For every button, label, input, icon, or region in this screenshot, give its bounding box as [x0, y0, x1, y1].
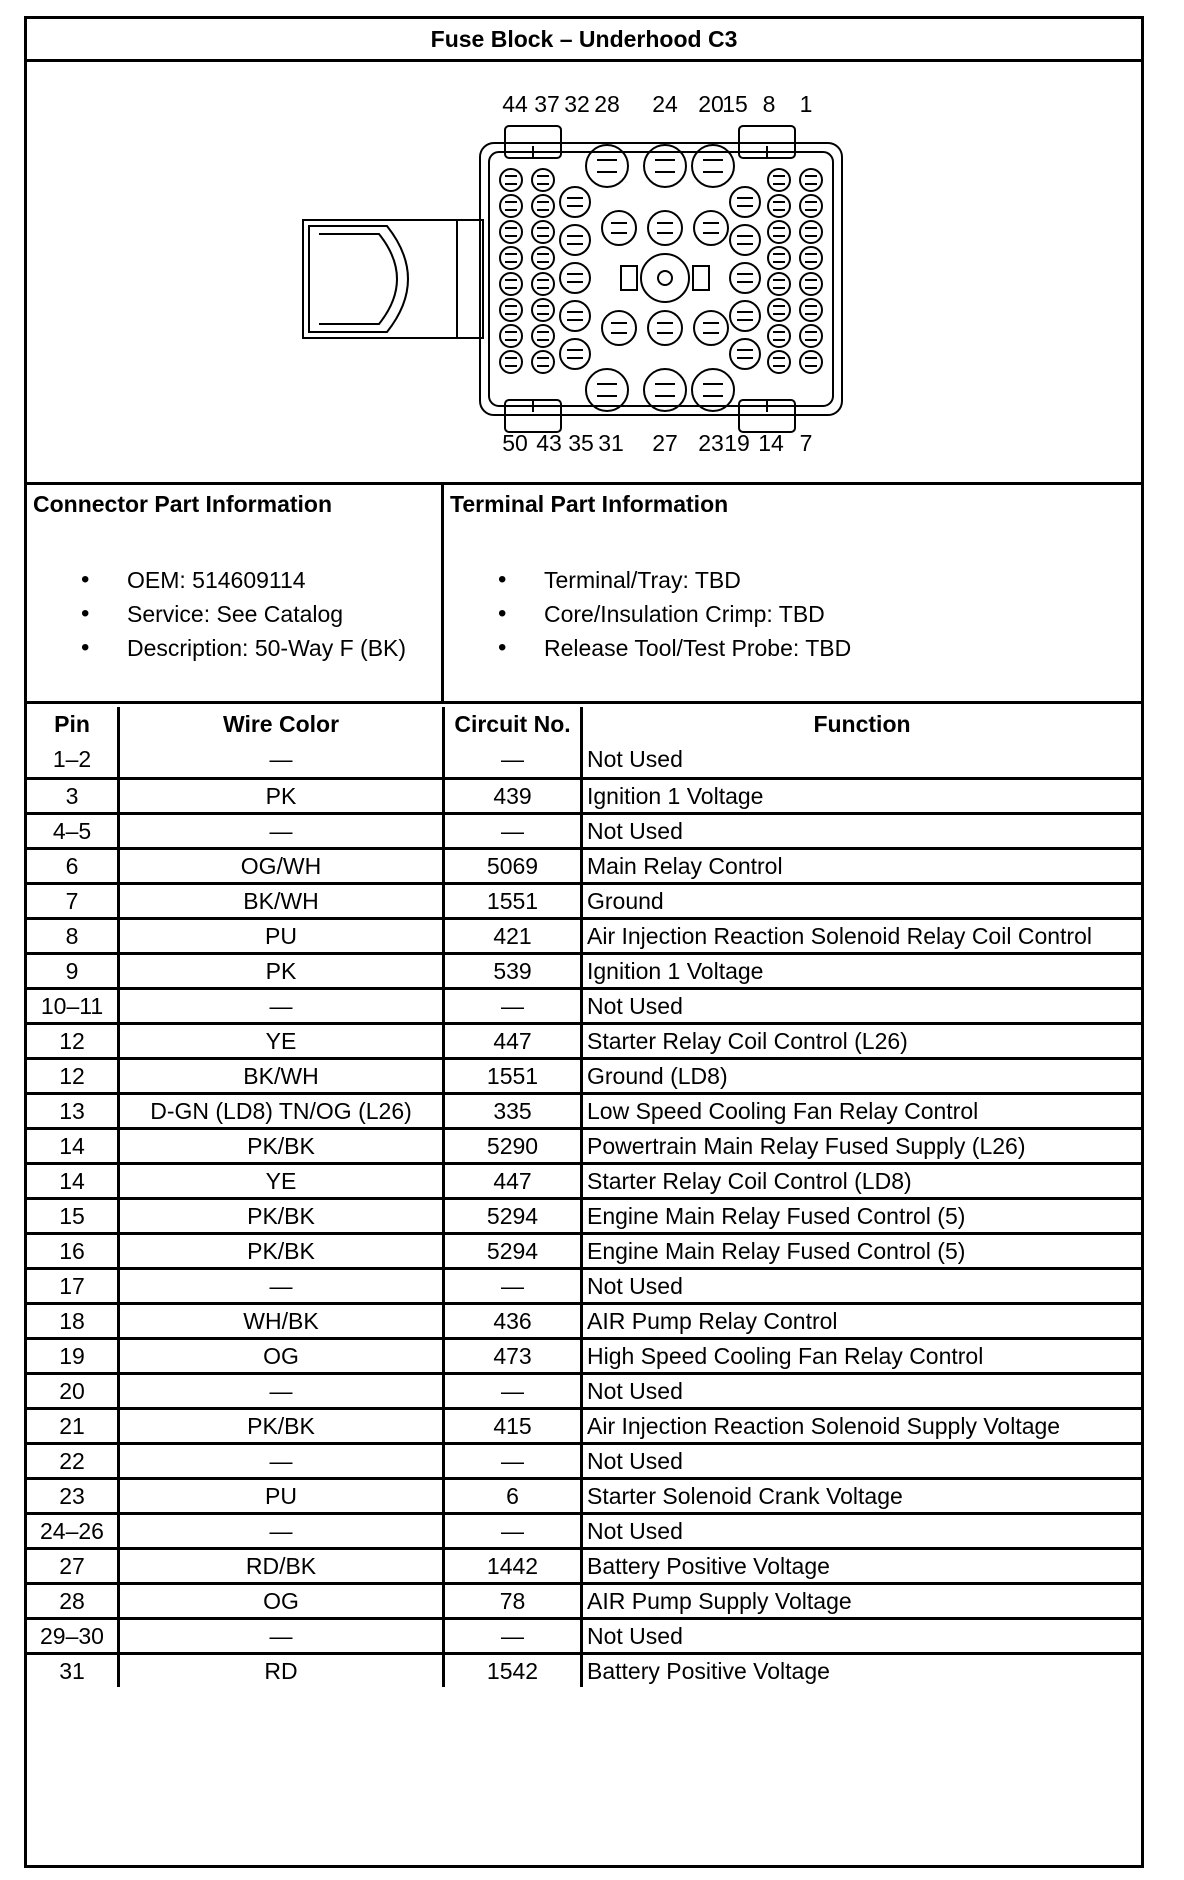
key-slot	[621, 266, 637, 290]
circuit-no-cell: —	[442, 1512, 580, 1547]
pin-cell: 24–26	[27, 1512, 117, 1547]
large-terminal	[692, 369, 734, 411]
center-hole	[658, 271, 672, 285]
connector-info-item: • OEM: 514609114	[27, 563, 406, 597]
wire-color-cell: —	[117, 1372, 442, 1407]
small-terminal	[800, 325, 822, 347]
small-terminal	[500, 169, 522, 191]
table-row	[27, 1407, 1141, 1442]
wire-color-cell: D-GN (LD8) TN/OG (L26)	[117, 1092, 442, 1127]
pin-cell: 12	[27, 1057, 117, 1092]
pin-cell: 18	[27, 1302, 117, 1337]
top-pin-labels	[502, 91, 812, 117]
connector-info-title: Connector Part Information	[33, 491, 333, 517]
pin-cell: 4–5	[27, 812, 117, 847]
small-terminal	[532, 221, 554, 243]
connector-part-info	[27, 485, 444, 701]
pin-cell: 9	[27, 952, 117, 987]
circuit-no-cell: —	[442, 987, 580, 1022]
circuit-no-cell: 1442	[442, 1547, 580, 1582]
circuit-no-cell: 5294	[442, 1197, 580, 1232]
function-cell: Not Used	[580, 987, 1141, 1022]
wire-color-cell: —	[117, 812, 442, 847]
table-row	[27, 1372, 1141, 1407]
table-row	[27, 1337, 1141, 1372]
connector-face-drawing	[27, 62, 1141, 482]
circuit-no-cell: 447	[442, 1162, 580, 1197]
circuit-no-cell: 78	[442, 1582, 580, 1617]
connector-info-list	[27, 563, 406, 665]
circuit-no-cell: 473	[442, 1337, 580, 1372]
circuit-no-cell: 539	[442, 952, 580, 987]
table-row	[27, 742, 1141, 777]
top-pin-label: 32	[564, 91, 590, 117]
table-row	[27, 777, 1141, 812]
bottom-pin-label: 43	[536, 430, 562, 456]
wire-color-cell: PK/BK	[117, 1407, 442, 1442]
connector-body	[303, 126, 842, 432]
pin-cell: 3	[27, 777, 117, 812]
medium-terminal	[560, 263, 590, 293]
page-title: Fuse Block – Underhood C3	[27, 19, 1141, 62]
terminal-info-item: • Release Tool/Test Probe: TBD	[444, 631, 851, 665]
circuit-no-cell: —	[442, 812, 580, 847]
function-cell: Engine Main Relay Fused Control (5)	[580, 1232, 1141, 1267]
small-terminal	[532, 247, 554, 269]
circuit-no-cell: 1551	[442, 882, 580, 917]
function-cell: AIR Pump Relay Control	[580, 1302, 1141, 1337]
mid-terminal	[648, 211, 682, 245]
medium-terminal	[730, 187, 760, 217]
small-terminal	[800, 247, 822, 269]
terminal-info-title: Terminal Part Information	[450, 491, 729, 517]
table-row	[27, 1127, 1141, 1162]
circuit-no-cell: 5290	[442, 1127, 580, 1162]
terminal-info-item: • Terminal/Tray: TBD	[444, 563, 851, 597]
table-row	[27, 987, 1141, 1022]
wire-color-cell: OG/WH	[117, 847, 442, 882]
mid-terminal	[694, 311, 728, 345]
bottom-pin-label: 14	[758, 430, 784, 456]
header-circuit-no: Circuit No.	[442, 707, 580, 742]
function-cell: Not Used	[580, 1372, 1141, 1407]
table-row	[27, 1652, 1141, 1687]
circuit-no-cell: 447	[442, 1022, 580, 1057]
connector-diagram	[27, 62, 1141, 485]
function-cell: Ground (LD8)	[580, 1057, 1141, 1092]
circuit-no-cell: —	[442, 742, 580, 777]
table-row	[27, 1617, 1141, 1652]
small-terminal	[800, 351, 822, 373]
function-cell: AIR Pump Supply Voltage	[580, 1582, 1141, 1617]
small-terminal	[500, 351, 522, 373]
pin-cell: 7	[27, 882, 117, 917]
table-body	[27, 742, 1141, 1687]
pin-cell: 14	[27, 1127, 117, 1162]
small-terminal	[800, 299, 822, 321]
function-cell: Ground	[580, 882, 1141, 917]
wire-color-cell: PK	[117, 777, 442, 812]
table-row	[27, 952, 1141, 987]
pin-cell: 13	[27, 1092, 117, 1127]
top-pin-label: 24	[652, 91, 678, 117]
function-cell: Air Injection Reaction Solenoid Supply Voltage	[580, 1407, 1141, 1442]
pin-cell: 27	[27, 1547, 117, 1582]
function-cell: Not Used	[580, 812, 1141, 847]
function-cell: Powertrain Main Relay Fused Supply (L26)	[580, 1127, 1141, 1162]
small-terminal	[500, 247, 522, 269]
table-row	[27, 1162, 1141, 1197]
bottom-pin-label: 7	[799, 430, 813, 456]
function-cell: Engine Main Relay Fused Control (5)	[580, 1197, 1141, 1232]
pin-cell: 10–11	[27, 987, 117, 1022]
function-cell: Starter Relay Coil Control (L26)	[580, 1022, 1141, 1057]
mid-terminal	[694, 211, 728, 245]
circuit-no-cell: 335	[442, 1092, 580, 1127]
pin-cell: 17	[27, 1267, 117, 1302]
wire-color-cell: —	[117, 742, 442, 777]
medium-terminal	[730, 263, 760, 293]
wire-color-cell: —	[117, 1442, 442, 1477]
header-function: Function	[580, 707, 1141, 742]
function-cell: Starter Solenoid Crank Voltage	[580, 1477, 1141, 1512]
wire-color-cell: OG	[117, 1582, 442, 1617]
top-pin-label: 37	[534, 91, 560, 117]
table-row	[27, 1582, 1141, 1617]
circuit-no-cell: —	[442, 1442, 580, 1477]
small-terminal	[532, 325, 554, 347]
pin-cell: 16	[27, 1232, 117, 1267]
small-terminal	[532, 273, 554, 295]
pin-cell: 6	[27, 847, 117, 882]
function-cell: Not Used	[580, 1617, 1141, 1652]
top-pin-label: 1	[799, 91, 813, 117]
bottom-pin-label: 19	[724, 430, 750, 456]
top-pin-label: 15	[722, 91, 748, 117]
medium-terminal	[560, 301, 590, 331]
terminal-part-info	[444, 485, 1141, 701]
function-cell: Not Used	[580, 1267, 1141, 1302]
function-cell: Not Used	[580, 742, 1141, 777]
wire-color-cell: YE	[117, 1022, 442, 1057]
wire-color-cell: —	[117, 1617, 442, 1652]
top-pin-label: 8	[762, 91, 776, 117]
circuit-no-cell: 436	[442, 1302, 580, 1337]
medium-terminal	[560, 225, 590, 255]
top-pin-label: 28	[594, 91, 620, 117]
header-pin: Pin	[54, 711, 90, 737]
center-post	[641, 254, 689, 302]
table-row	[27, 1302, 1141, 1337]
small-terminal	[768, 299, 790, 321]
function-cell: Ignition 1 Voltage	[580, 952, 1141, 987]
table-row	[27, 1512, 1141, 1547]
table-row	[27, 847, 1141, 882]
wire-color-cell: BK/WH	[117, 882, 442, 917]
medium-terminal	[560, 187, 590, 217]
function-cell: Low Speed Cooling Fan Relay Control	[580, 1092, 1141, 1127]
mid-terminal	[602, 211, 636, 245]
small-terminal	[768, 273, 790, 295]
small-terminal	[500, 195, 522, 217]
table-header-row	[27, 707, 1141, 742]
medium-terminal	[730, 225, 760, 255]
key-slot	[693, 266, 709, 290]
table-row	[27, 917, 1141, 952]
small-terminal	[532, 351, 554, 373]
small-terminal	[800, 221, 822, 243]
table-row	[27, 1267, 1141, 1302]
function-cell: Starter Relay Coil Control (LD8)	[580, 1162, 1141, 1197]
bottom-pin-label: 31	[598, 430, 624, 456]
small-terminal	[768, 169, 790, 191]
function-cell: High Speed Cooling Fan Relay Control	[580, 1337, 1141, 1372]
small-terminal	[768, 195, 790, 217]
medium-terminal	[730, 301, 760, 331]
top-pin-label: 44	[502, 91, 528, 117]
wire-color-cell: WH/BK	[117, 1302, 442, 1337]
large-terminal	[644, 369, 686, 411]
wire-color-cell: —	[117, 987, 442, 1022]
mid-terminal	[648, 311, 682, 345]
bottom-pin-labels	[502, 430, 812, 456]
pin-cell: 20	[27, 1372, 117, 1407]
function-cell: Air Injection Reaction Solenoid Relay Coil Control	[580, 917, 1141, 952]
pin-cell: 31	[27, 1652, 117, 1687]
small-terminal	[500, 299, 522, 321]
pin-cell: 19	[27, 1337, 117, 1372]
table-row	[27, 1022, 1141, 1057]
circuit-no-cell: 1551	[442, 1057, 580, 1092]
circuit-no-cell: 1542	[442, 1652, 580, 1687]
header-wire-color: Wire Color	[117, 707, 442, 742]
function-cell: Main Relay Control	[580, 847, 1141, 882]
part-information	[27, 485, 1141, 704]
function-cell: Ignition 1 Voltage	[580, 777, 1141, 812]
pin-cell: 23	[27, 1477, 117, 1512]
table-row	[27, 1232, 1141, 1267]
small-terminal	[532, 195, 554, 217]
lever-curve	[309, 226, 408, 332]
bottom-pin-label: 35	[568, 430, 594, 456]
small-terminal	[500, 325, 522, 347]
circuit-no-cell: 6	[442, 1477, 580, 1512]
small-terminal	[500, 221, 522, 243]
small-terminal	[800, 169, 822, 191]
table-row	[27, 1057, 1141, 1092]
medium-terminal	[560, 339, 590, 369]
small-terminal	[532, 299, 554, 321]
function-cell: Battery Positive Voltage	[580, 1547, 1141, 1582]
wire-color-cell: PU	[117, 1477, 442, 1512]
pin-cell: 29–30	[27, 1617, 117, 1652]
function-cell: Not Used	[580, 1512, 1141, 1547]
pin-cell: 12	[27, 1022, 117, 1057]
pin-cell: 15	[27, 1197, 117, 1232]
table-row	[27, 1442, 1141, 1477]
circuit-no-cell: 5294	[442, 1232, 580, 1267]
wire-color-cell: RD/BK	[117, 1547, 442, 1582]
circuit-no-cell: —	[442, 1617, 580, 1652]
circuit-no-cell: 415	[442, 1407, 580, 1442]
small-terminal	[768, 247, 790, 269]
table-row	[27, 1092, 1141, 1127]
top-pin-label: 20	[698, 91, 724, 117]
small-terminal	[768, 351, 790, 373]
wire-color-cell: RD	[117, 1652, 442, 1687]
wire-color-cell: PK/BK	[117, 1232, 442, 1267]
circuit-no-cell: 5069	[442, 847, 580, 882]
wire-color-cell: PU	[117, 917, 442, 952]
connector-info-item: • Service: See Catalog	[27, 597, 406, 631]
small-terminal	[768, 221, 790, 243]
wire-color-cell: —	[117, 1267, 442, 1302]
bottom-pin-label: 27	[652, 430, 678, 456]
table-row	[27, 1197, 1141, 1232]
large-terminal	[586, 369, 628, 411]
medium-terminal	[730, 339, 760, 369]
wire-color-cell: BK/WH	[117, 1057, 442, 1092]
circuit-no-cell: —	[442, 1267, 580, 1302]
pinout-table	[27, 707, 1141, 1687]
pinout-sheet	[24, 16, 1144, 1868]
pin-cell: 22	[27, 1442, 117, 1477]
bottom-pin-label: 23	[698, 430, 724, 456]
pin-cell: 14	[27, 1162, 117, 1197]
circuit-no-cell: 421	[442, 917, 580, 952]
small-terminal	[800, 273, 822, 295]
small-terminal	[532, 169, 554, 191]
table-row	[27, 1547, 1141, 1582]
connector-info-item: • Description: 50-Way F (BK)	[27, 631, 406, 665]
terminal-info-list	[444, 563, 851, 665]
table-row	[27, 812, 1141, 847]
circuit-no-cell: 439	[442, 777, 580, 812]
pin-cell: 8	[27, 917, 117, 952]
small-terminal	[500, 273, 522, 295]
pin-cell: 21	[27, 1407, 117, 1442]
wire-color-cell: —	[117, 1512, 442, 1547]
function-cell: Not Used	[580, 1442, 1141, 1477]
small-terminal	[768, 325, 790, 347]
bottom-pin-label: 50	[502, 430, 528, 456]
terminal-info-item: • Core/Insulation Crimp: TBD	[444, 597, 851, 631]
mid-terminal	[602, 311, 636, 345]
wire-color-cell: PK/BK	[117, 1197, 442, 1232]
table-row	[27, 882, 1141, 917]
wire-color-cell: PK/BK	[117, 1127, 442, 1162]
small-terminal	[800, 195, 822, 217]
table-row	[27, 1477, 1141, 1512]
wire-color-cell: PK	[117, 952, 442, 987]
wire-color-cell: YE	[117, 1162, 442, 1197]
circuit-no-cell: —	[442, 1372, 580, 1407]
wire-color-cell: OG	[117, 1337, 442, 1372]
pin-cell: 1–2	[52, 746, 92, 772]
function-cell: Battery Positive Voltage	[580, 1652, 1141, 1687]
pin-cell: 28	[27, 1582, 117, 1617]
